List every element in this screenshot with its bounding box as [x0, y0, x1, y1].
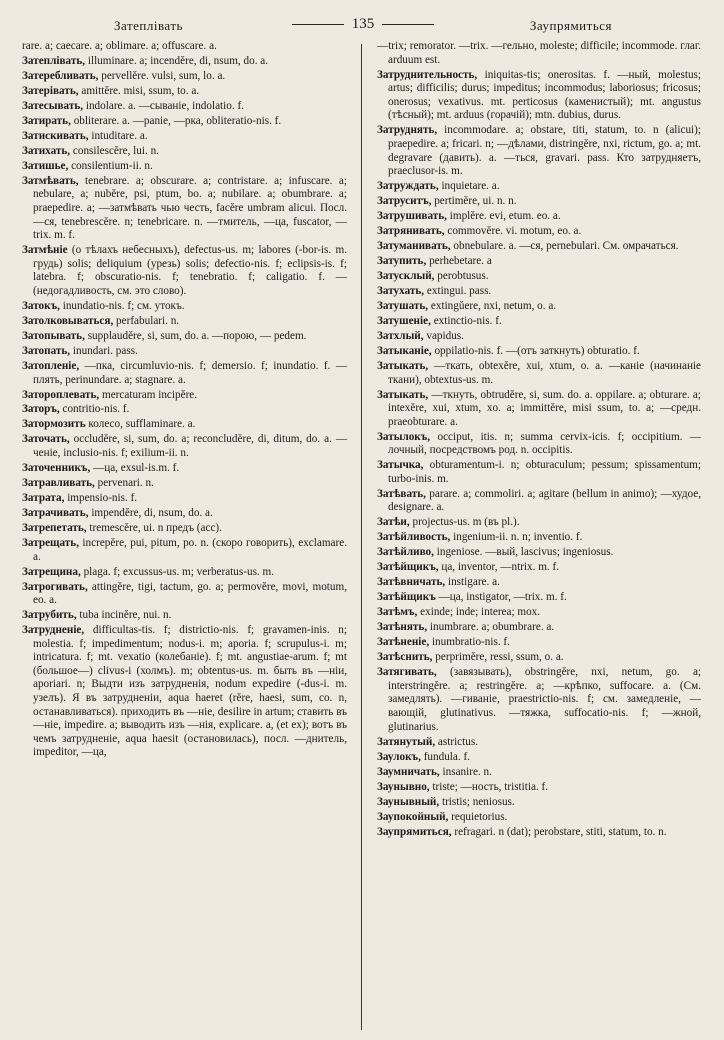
entry-definition: refragari. n (dat); perobstare, stiti, statum, to. n.: [454, 825, 667, 838]
entry-headword: Заторъ,: [22, 403, 60, 416]
dictionary-entry: [377, 636, 701, 650]
dictionary-entry: [22, 418, 347, 432]
entry-definition: plaga. f; excussus-us. m; verberatus-us. m.: [83, 565, 275, 578]
entry-definition: insanire. n.: [442, 765, 492, 778]
dictionary-entry: [22, 403, 347, 417]
entry-definition: —ткать, obtexĕre, xui, xtum, o. a. —канiе (начинанiе ткани), obtextus-us. m.: [388, 359, 701, 386]
entry-definition: consilescĕre, lui. n.: [72, 144, 159, 157]
dictionary-entry: [377, 606, 701, 620]
entry-headword: Заточать,: [22, 433, 70, 446]
entry-definition: iniquitas-tis; onerositas. f. —ный, molestus; artus; difficilis; durus; impeditus; incommodus; laboriosus; fricosus; onerosus; vexativus. mt. perticosus (каменистый); mt. angustus (тѣсный); mt. arduus (горачiй); mtn. dubius, durus.: [388, 68, 701, 122]
dictionary-entry: [377, 255, 701, 269]
dictionary-entry: [22, 507, 347, 521]
entry-definition: extinctio-nis. f.: [433, 314, 502, 327]
entry-headword: Затмѣнiе: [22, 244, 68, 257]
entry-headword: Затопать,: [22, 344, 71, 357]
entry-headword: Заулокъ,: [377, 750, 421, 763]
entry-definition: indolare. a. —сыванiе, indolatio. f.: [85, 99, 244, 112]
entry-headword: Затупить,: [377, 255, 427, 268]
dictionary-entry: [22, 160, 347, 174]
entry-definition: impensio-nis. f.: [67, 492, 138, 504]
entry-definition: obliterare. a. —panie, —рка, obliteratio-nis. f.: [73, 114, 282, 127]
dictionary-entry: [22, 537, 347, 564]
entry-definition: projectus-us. m (въ pl.).: [412, 516, 520, 529]
entry-headword: Затмѣвать,: [22, 174, 79, 187]
entry-headword: Затухать,: [377, 285, 425, 297]
entry-definition: —ца, instigator, —trix. m. f.: [438, 591, 567, 604]
dictionary-entry: [22, 85, 347, 99]
entry-definition: tremescĕre, ui. n предъ (acc).: [89, 521, 222, 534]
dictionary-entry: [377, 561, 701, 575]
entry-headword: Затѣнять,: [377, 621, 428, 634]
entry-headword: Затычка,: [377, 459, 424, 472]
entry-headword: Затыканiе,: [377, 344, 432, 357]
entry-headword: Затрещина,: [22, 565, 81, 578]
entry-headword: Заумничать,: [377, 765, 440, 778]
entry-definition: inumbratio-nis. f.: [431, 636, 510, 649]
dictionary-entry: [377, 360, 701, 387]
entry-headword: Затихать,: [22, 144, 71, 157]
entry-headword: Заунывно,: [377, 780, 430, 793]
dictionary-entry: [377, 285, 701, 299]
entry-headword: Затѣи,: [377, 516, 410, 529]
dictionary-entry: [22, 330, 347, 344]
entry-headword: Затискивать,: [22, 129, 89, 142]
dictionary-entry: [377, 546, 701, 560]
entry-definition: fundula. f.: [423, 750, 470, 763]
entry-headword: Заупрямиться,: [377, 825, 452, 838]
entry-headword: Затрещать,: [22, 536, 79, 549]
entry-headword: Затыкать,: [377, 359, 429, 372]
dictionary-entry: [377, 345, 701, 359]
entry-definition: astrictus.: [437, 735, 479, 748]
dictionary-entry: [377, 389, 701, 430]
entry-definition: difficultas-tis. f; districtio-nis. f; gravamen-inis. n; molestia. f; impedimentum; nodus-i. m; aporia. f; scrupulus-i. m; intricatura. f; mt. vexatio (колебанiе). f; mt. angustiae-arum. f; mt (большое—) clivus-i (холмъ). m; obtentus-us. m. быть въ —нiи, aporiari. n; Выдти изъ затрудненiя, nodum expedire (-dus-i. m. узелъ). Я въ затрудненiи, aqua haeret (rĕre, haesi, sum, co. n, останавливаться). приходить въ —нiе, desilire in artum; ставить въ —нiе, impedire. a; выводить изъ —нiя, explicare. a, (et ex); вотъ въ чемъ затрудненiе, aqua haesit (остановилась), посл. —днитель, impeditor, —ца,: [33, 624, 347, 759]
dictionary-entry: [377, 766, 701, 780]
page-header: [22, 14, 704, 40]
dictionary-entry: [22, 70, 347, 84]
entry-definition: impendĕre, di, nsum, do. a.: [91, 506, 213, 519]
dictionary-entry: [377, 488, 701, 515]
dictionary-entry: [22, 130, 347, 144]
dictionary-entry: [377, 576, 701, 590]
dictionary-entry: [377, 330, 701, 344]
dictionary-entry: [22, 522, 347, 536]
entry-definition: contritio-nis. f.: [62, 403, 130, 416]
entry-definition: inundari. pass.: [72, 344, 138, 357]
entry-headword: Затушенiе,: [377, 314, 431, 327]
entry-headword: Затесывать,: [22, 99, 84, 112]
dictionary-entry: [377, 621, 701, 635]
entry-definition: increpĕre, pui, pitum, po. n. (скоро говорить), exclamare. a.: [33, 536, 348, 563]
entry-headword: Затѣснить,: [377, 651, 433, 664]
entry-headword: Затѣвать,: [377, 487, 426, 500]
dictionary-entry: [377, 124, 701, 178]
dictionary-entry: [22, 100, 347, 114]
entry-headword: Затрянивать,: [377, 225, 445, 238]
entry-definition: consilentium-ii. n.: [71, 159, 153, 172]
dictionary-entry: [22, 462, 347, 476]
entry-definition: perprimĕre, ressi, ssum, o. a.: [435, 651, 564, 664]
dictionary-entry: [377, 225, 701, 239]
dictionary-entry: [377, 666, 701, 734]
dictionary-entry: [377, 459, 701, 486]
entry-headword: Затопленiе,: [22, 359, 80, 372]
entry-headword: Затрогивать,: [22, 580, 88, 593]
right-column: [368, 40, 701, 1040]
entry-headword: Затѣмъ,: [377, 606, 418, 619]
entry-definition: commovĕre. vi. motum, eo. a.: [447, 225, 582, 238]
entry-definition: illuminare. a; incendĕre, di, nsum, do. a.: [87, 54, 269, 67]
entry-headword: Затрата,: [22, 492, 65, 504]
dictionary-entry: [22, 115, 347, 129]
entry-headword: Затхлый,: [377, 329, 424, 342]
entry-headword: Затеплiвать,: [22, 54, 86, 67]
entry-headword: Затолковываться,: [22, 314, 114, 327]
entry-headword: Затрудненiе,: [22, 624, 85, 637]
dictionary-entry: [377, 240, 701, 254]
dictionary-entry: [22, 492, 347, 506]
dictionary-entry: [377, 796, 701, 810]
entry-definition: intuditare. a.: [91, 129, 148, 142]
entry-definition: obnebulare. a. —ся, pernebulari. См. омрачаться.: [453, 240, 679, 253]
dictionary-entry: [22, 175, 347, 243]
entry-headword: Затрачивать,: [22, 506, 89, 519]
entry-definition: vapidus.: [426, 329, 464, 342]
dictionary-entry: [377, 736, 701, 750]
dictionary-entry: [377, 300, 701, 314]
entry-headword: Затусклый,: [377, 270, 435, 283]
entry-definition: instigare. a.: [447, 576, 500, 589]
header-rule-right: [382, 24, 434, 25]
entry-definition: inquietare. a.: [441, 180, 500, 193]
entry-definition: pervenari. n.: [97, 477, 154, 490]
entry-headword: Заупокойный,: [377, 810, 449, 823]
entry-definition: attingĕre, tigi, tactum, go. a; permovĕre, movi, motum, eo. a.: [33, 580, 347, 607]
dictionary-entry: [22, 145, 347, 159]
entry-definition: parare. a; commoliri. a; agitare (bellum in animo); —худое, designare. a.: [388, 487, 701, 514]
dictionary-entry: [377, 210, 701, 224]
entry-headword: Затылокъ,: [377, 430, 431, 443]
entry-definition: inundatio-nis. f; см. утокъ.: [62, 299, 185, 312]
entry-definition: inumbrare. a; obumbrare. a.: [429, 621, 555, 634]
entry-definition: ingenium-ii. n. n; inventio. f.: [453, 531, 583, 544]
entry-definition: tenebrare. a; obscurare. a; contristare. a; infuscare. a; nebulare, a; nubĕre, psi, ptum, bo. a; nubilare. a; obumbrare. a; praepedire. a; —затмѣвать чью честь, facĕre umbram alicui. Пoсл. —ся, tenebrescĕre. n; tenebricare. n. —тмитель, —ца, fuscator, —trix. m. f.: [33, 174, 347, 242]
dictionary-entry: [377, 781, 701, 795]
entry-headword: Затрепетать,: [22, 521, 87, 534]
dictionary-entry: [377, 811, 701, 825]
entry-headword: Затрубить,: [22, 609, 77, 622]
dictionary-entry: [377, 195, 701, 209]
dictionary-entry: [22, 389, 347, 403]
entry-definition: occludĕre, si, sum, do. a; reconcludĕre, di, ditum, do. a. —ченiе, inclusio-nis. f; exilium-ii. n.: [33, 433, 348, 460]
entry-headword: Затѣйщикъ: [377, 591, 436, 604]
dictionary-entry: [377, 591, 701, 605]
entry-definition: amittĕre. misi, ssum, to. a.: [81, 84, 200, 97]
entry-definition: requietorius.: [451, 810, 508, 823]
dictionary-entry: [22, 40, 347, 54]
dictionary-entry: [377, 270, 701, 284]
entry-definition: obturamentum-i. n; obturaculum; pessum; spissamentum; turbo-inis. m.: [388, 459, 701, 485]
entry-headword: Затормозить: [22, 418, 86, 431]
entry-headword: Затѣйливо,: [377, 546, 434, 559]
dictionary-entry: [22, 55, 347, 69]
dictionary-entry: [377, 531, 701, 545]
dictionary-entry: [22, 477, 347, 491]
entry-definition: implĕre. evi, etum. eo. a.: [449, 210, 561, 223]
dictionary-entry: [22, 566, 347, 580]
entry-definition: triste; —ность, tristitia. f.: [432, 780, 549, 793]
columns: [22, 40, 704, 1040]
entry-definition: tristis; neniosus.: [441, 795, 515, 808]
entry-definition: supplaudĕre, si, sum, do. a. —порою, — pedem.: [87, 329, 307, 342]
dictionary-entry: [22, 609, 347, 623]
entry-headword: Затирать,: [22, 114, 71, 127]
header-rule-left: [292, 24, 344, 25]
dictionary-entry: [377, 751, 701, 765]
dictionary-entry: [377, 180, 701, 194]
dictionary-entry: [22, 624, 347, 760]
entry-headword: Затруситъ,: [377, 195, 432, 208]
dictionary-entry: [22, 581, 347, 608]
entry-definition: extingŭere, nxi, netum, o. a.: [430, 299, 557, 312]
entry-headword: Затянутый,: [377, 735, 436, 748]
entry-headword: Затруднять,: [377, 124, 438, 137]
entry-definition: (завязывать), obstringĕre, nxi, netum, go. a; interstringĕre. a; restringĕre. a; —крѣпко, suffocare. a. (См. замедлять). —гиванiе, praestrictio-nis. f; см. замедленiе, —вающiй, glutinativus. —тяжка, suffocatio-nis. f; —жной, glutinarius.: [388, 666, 701, 733]
left-column: [22, 40, 355, 1040]
dictionary-entry: [22, 360, 347, 387]
entry-headword: Затягивать,: [377, 666, 437, 679]
dictionary-entry: [377, 315, 701, 329]
entry-headword: Затѣвничать,: [377, 576, 446, 589]
entry-headword: Затеребливать,: [22, 69, 99, 82]
entry-headword: Затишье,: [22, 159, 69, 172]
entry-headword: Затрушивать,: [377, 210, 447, 223]
entry-headword: Затыкать,: [377, 388, 429, 401]
entry-definition: perhebetare. a: [429, 255, 492, 268]
column-divider: [361, 44, 362, 1030]
dictionary-entry: [377, 516, 701, 530]
dictionary-entry: [22, 300, 347, 314]
entry-headword: Затѣйливость,: [377, 531, 451, 544]
entry-headword: Затопывать,: [22, 329, 85, 342]
entry-headword: Заточенникъ,: [22, 462, 91, 475]
entry-headword: Затороплевать,: [22, 388, 100, 401]
entry-definition: pertimĕre, ui. n. n.: [434, 195, 517, 208]
entry-definition: incommodare. a; obstare, titi, statum, to. n (alicui); praepedire. a; fricari. n; —дѣлами, distringĕre, nxi, rictum, go. a; mt. degravare (давить). a. —тьcя, gravari. pass. Кто затрудняетъ, praeclusor-is. m.: [388, 124, 701, 178]
entry-headword: Затруднительность,: [377, 68, 478, 81]
entry-definition: tuba incinĕre, nui. n.: [79, 609, 172, 622]
entry-headword: Затравливать,: [22, 477, 95, 490]
entry-headword: Затѣненiе,: [377, 636, 430, 649]
dictionary-entry: [22, 244, 347, 298]
entry-definition: perobtusus.: [437, 270, 489, 283]
dictionary-entry: [377, 651, 701, 665]
entry-definition: колесо, sufflaminare. a.: [88, 418, 196, 431]
header-right-word: Заупрямиться: [529, 18, 612, 33]
header-left-word: Затеплiвать: [114, 18, 183, 33]
entry-headword: Затерiвать,: [22, 84, 79, 97]
entry-definition: —пка, circumluvio-nis. f; demersio. f; inundatio. f. —плять, perinundare. a; stagnare. a.: [33, 359, 348, 386]
entry-definition: —ткнуть, obtrudĕre, si, sum. do. a. oppilare. a; obturare. a; intexĕre, xui, xtum, xo. a; immittĕre, misi ssum, to. a; —средн. praeobturare. a.: [388, 388, 701, 428]
entry-definition: —ца, exsul-is.m. f.: [93, 462, 180, 475]
entry-headword: Затушать,: [377, 299, 429, 312]
dictionary-entry: [377, 826, 701, 840]
entry-definition: occiput, itis. n; summa cervix-icis. f; occipitium. —лочный, посредствомъ род. n. occipitis.: [388, 430, 701, 457]
entry-headword: Затокъ,: [22, 299, 60, 312]
entry-definition: —trix; remorator. —trix. —гельно, moleste; difficile; incommode. глаг. arduum est.: [377, 40, 701, 66]
entry-definition: exinde; inde; interea; mox.: [420, 606, 541, 619]
entry-definition: oppilatio-nis. f. —(отъ заткнуть) obturatio. f.: [434, 344, 640, 357]
entry-headword: Затуманивать,: [377, 240, 451, 253]
entry-headword: Затѣйщикъ,: [377, 561, 439, 574]
dictionary-entry: [377, 40, 701, 67]
entry-definition: ingeniose. —вый, lascivus; ingeniosus.: [436, 546, 614, 559]
entry-definition: rare. a; caecare. a; oblimare. a; offuscare. a.: [22, 40, 217, 52]
dictionary-entry: [22, 315, 347, 329]
entry-definition: (о тѣлахъ небесныхъ), defectus-us. m; labores (-bor-is. m. грудь) solis; deliquium (урезь) solis; defectio-nis. f; eclipsis-is. f; latebra. f; obscuratio-nis. f; tenebratio. f; caligatio. f. —(недогадливость, см. это слово).: [33, 244, 347, 297]
entry-definition: perfabulari. n.: [116, 314, 180, 327]
dictionary-entry: [377, 69, 701, 123]
dictionary-entry: [22, 345, 347, 359]
dictionary-entry: [377, 431, 701, 458]
entry-definition: mercaturam incipĕre.: [102, 388, 198, 401]
entry-headword: Заунывный,: [377, 795, 440, 808]
entry-definition: ца, inventor, —ntrix. m. f.: [441, 561, 560, 574]
entry-definition: extingui. pass.: [426, 285, 492, 297]
entry-headword: Затруждать,: [377, 180, 439, 193]
dictionary-entry: [22, 433, 347, 460]
entry-definition: pervellĕre. vulsi, sum, lo. a.: [101, 69, 226, 82]
page-number: 135: [351, 16, 375, 32]
